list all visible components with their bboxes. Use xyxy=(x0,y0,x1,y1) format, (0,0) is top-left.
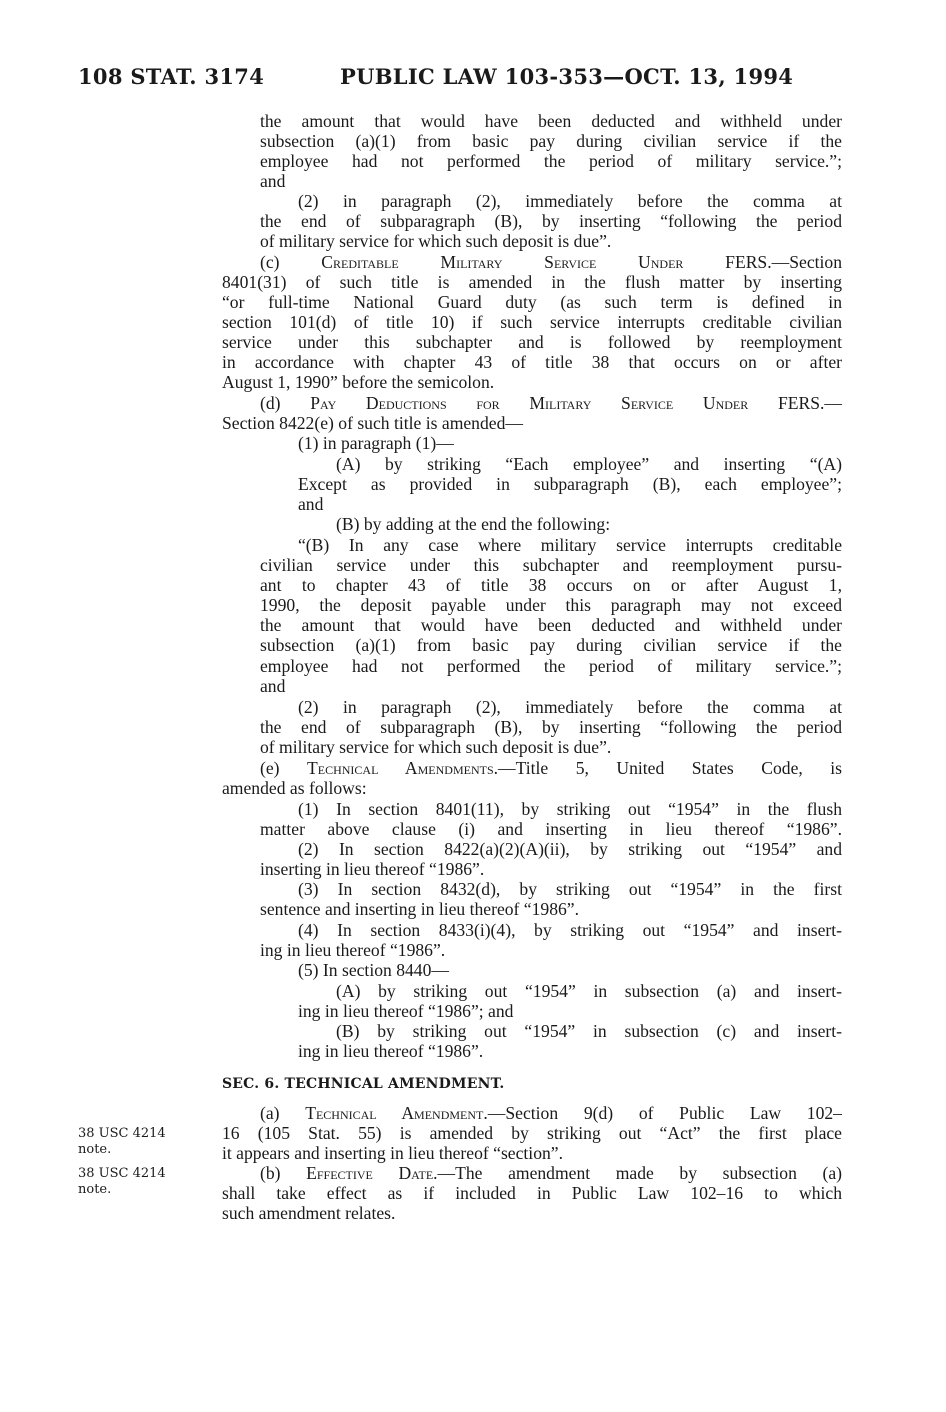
text-line: civilian service under this subchapter and reemployment pursu- xyxy=(260,555,842,575)
text-line: Except as provided in subparagraph (B), each employee”; xyxy=(298,474,842,494)
text-line: (B) by striking out “1954” in subsection (c) and insert- xyxy=(336,1021,842,1041)
text-line: (B) by adding at the end the following: xyxy=(336,514,611,534)
text-line: Section 8422(e) of such title is amended— xyxy=(222,413,523,433)
text-line: ing in lieu thereof “1986”; and xyxy=(298,1001,514,1021)
text-line: amended as follows: xyxy=(222,778,367,798)
text-line: and xyxy=(260,171,286,191)
page-number: 108 STAT. 3174 xyxy=(78,64,265,89)
caption-smallcaps: Pay Deductions for Military Service Under FERS. xyxy=(310,393,825,413)
text-line: inserting in lieu thereof “1986”. xyxy=(260,859,485,879)
margin-note xyxy=(78,1166,166,1198)
text-line: service under this subchapter and is followed by reemployment xyxy=(222,332,842,352)
text-line: the end of subparagraph (B), by inserting “following the period xyxy=(260,211,842,231)
text-line: employee had not performed the period of military service.”; xyxy=(260,656,842,676)
text-line: subsection (a)(1) from basic pay during civilian service if the xyxy=(260,635,842,655)
text-line: the amount that would have been deducted and withheld under xyxy=(260,111,842,131)
margin-note xyxy=(78,1126,166,1158)
text-line: shall take effect as if included in Public Law 102–16 to which xyxy=(222,1183,842,1203)
subsection-heading-d: (d) Pay Deductions for Military Service Under FERS.— xyxy=(260,393,842,413)
caption-smallcaps: Technical Amendment. xyxy=(305,1103,488,1123)
text-line: (b) Effective Date.—The amendment made by subsection (a) xyxy=(260,1163,842,1183)
text-line: section 101(d) of title 10) if such service interrupts creditable civilian xyxy=(222,312,842,332)
text-line: 8401(31) of such title is amended in the flush matter by inserting xyxy=(222,272,842,292)
text-line: (1) in paragraph (1)— xyxy=(298,433,454,453)
text-line: ing in lieu thereof “1986”. xyxy=(298,1041,484,1061)
caption-smallcaps: Technical Amendments. xyxy=(307,758,499,778)
running-title: PUBLIC LAW 103-353—OCT. 13, 1994 xyxy=(340,64,794,89)
text-line: August 1, 1990” before the semicolon. xyxy=(222,372,495,392)
text-line: ing in lieu thereof “1986”. xyxy=(260,940,446,960)
subsection-heading-c: (c) Creditable Military Service Under FERS.—Section xyxy=(260,252,842,272)
text-line: ant to chapter 43 of title 38 occurs on or after August 1, xyxy=(260,575,842,595)
caption-smallcaps: Effective Date. xyxy=(306,1163,438,1183)
text-line: (A) by striking out “1954” in subsection (a) and insert- xyxy=(336,981,842,1001)
margin-note-suffix: note. xyxy=(78,1142,112,1157)
text-line: and xyxy=(298,494,324,514)
text-line: “or full-time National Guard duty (as such term is defined in xyxy=(222,292,842,312)
caption-smallcaps: Creditable Military Service Under FERS. xyxy=(321,252,772,272)
text-line: employee had not performed the period of military service.”; xyxy=(260,151,842,171)
text-line: 16 (105 Stat. 55) is amended by striking out “Act” the first place xyxy=(222,1123,842,1143)
text-line: (A) by striking “Each employee” and inserting “(A) xyxy=(336,454,842,474)
text-line: 1990, the deposit payable under this paragraph may not exceed xyxy=(260,595,842,615)
text-line: (2) In section 8422(a)(2)(A)(ii), by striking out “1954” and xyxy=(298,839,842,859)
text-line: such amendment relates. xyxy=(222,1203,396,1223)
text-line: (5) In section 8440— xyxy=(298,960,449,980)
text-line: and xyxy=(260,676,286,696)
text-line: (a) Technical Amendment.—Section 9(d) of Public Law 102– xyxy=(260,1103,842,1123)
margin-note-citation: 38 USC 4214 xyxy=(78,1126,166,1141)
text-line: sentence and inserting in lieu thereof “1986”. xyxy=(260,899,580,919)
section-heading: SEC. 6. TECHNICAL AMENDMENT. xyxy=(222,1076,505,1092)
subsection-heading-e: (e) Technical Amendments.—Title 5, United States Code, is xyxy=(260,758,842,778)
text-line: (2) in paragraph (2), immediately before the comma at xyxy=(298,191,842,211)
text-line: of military service for which such deposit is due”. xyxy=(260,231,612,251)
margin-note-citation: 38 USC 4214 xyxy=(78,1166,166,1181)
text-line: (4) In section 8433(i)(4), by striking out “1954” and insert- xyxy=(298,920,842,940)
text-line: “(B) In any case where military service interrupts creditable xyxy=(298,535,842,555)
text-line: (2) in paragraph (2), immediately before the comma at xyxy=(298,697,842,717)
margin-note-suffix: note. xyxy=(78,1182,112,1197)
text-line: subsection (a)(1) from basic pay during civilian service if the xyxy=(260,131,842,151)
text-line: the amount that would have been deducted and withheld under xyxy=(260,615,842,635)
text-line: (3) In section 8432(d), by striking out “1954” in the first xyxy=(298,879,842,899)
text-line: in accordance with chapter 43 of title 38 that occurs on or after xyxy=(222,352,842,372)
text-line: of military service for which such deposit is due”. xyxy=(260,737,612,757)
text-line: matter above clause (i) and inserting in lieu thereof “1986”. xyxy=(260,819,842,839)
text-line: (1) In section 8401(11), by striking out “1954” in the flush xyxy=(298,799,842,819)
text-line: the end of subparagraph (B), by inserting “following the period xyxy=(260,717,842,737)
text-line: it appears and inserting in lieu thereof “section”. xyxy=(222,1143,563,1163)
